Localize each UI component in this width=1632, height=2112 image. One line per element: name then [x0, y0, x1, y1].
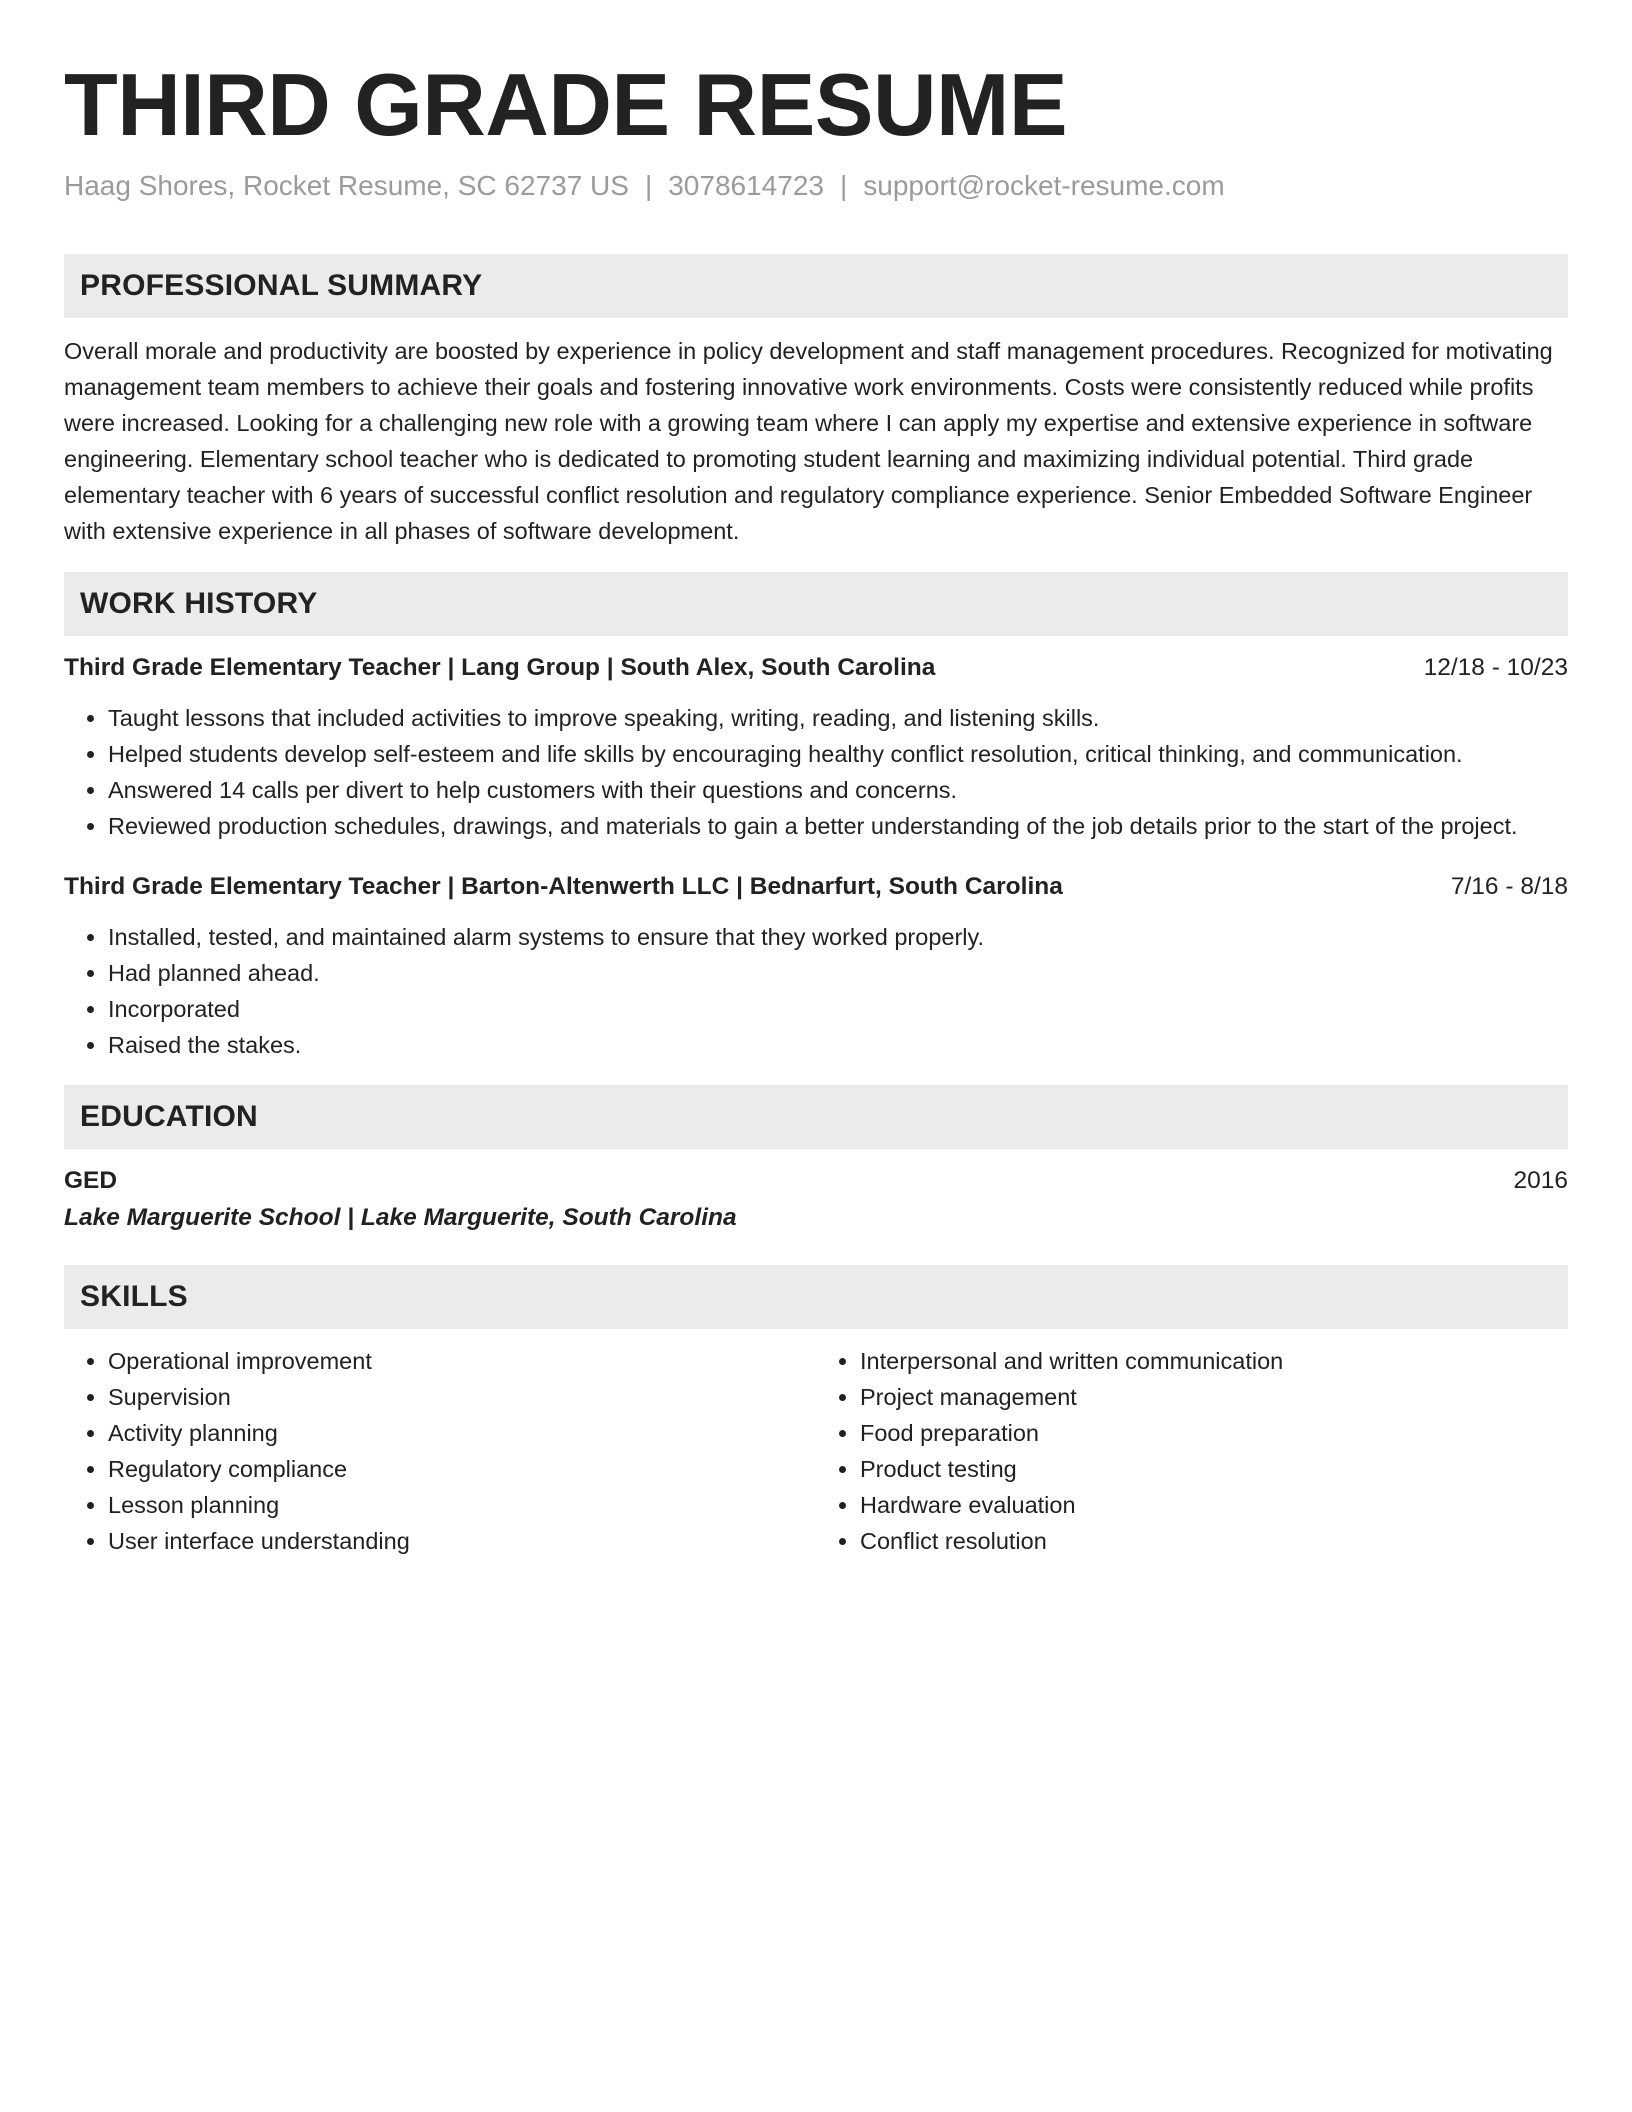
education-degree: GED: [64, 1167, 118, 1194]
job-bullets: [64, 919, 1568, 1063]
skill-item: • Supervision: [108, 1379, 816, 1415]
education-year: 2016: [1513, 1167, 1568, 1194]
resume-title: THIRD GRADE RESUME: [64, 55, 1068, 154]
contact-line: [64, 169, 1568, 203]
job-title: Third Grade Elementary Teacher | Barton-Altenwerth LLC | Bednarfurt, South Carolina: [64, 873, 1063, 900]
summary-text: Overall morale and productivity are boosted by experience in policy development and staff management procedures. Recognized for motivating management team members to achieve their goals and fostering innovative work environments. Costs were consistently reduced while profits were increased. Looking for a challenging new role with a growing team where I can apply my expertise and extensive experience in software engineering. Elementary school teacher who is dedicated to promoting student learning and maximizing individual potential. Third grade elementary teacher with 6 years of successful conflict resolution and regulatory compliance experience. Senior Embedded Software Engineer with extensive experience in all phases of software development.: [64, 338, 1553, 544]
contact-separator: |: [644, 170, 653, 201]
job-bullet: • Installed, tested, and maintained alarm systems to ensure that they worked properly.: [108, 919, 1568, 955]
section-header-education: EDUCATION: [64, 1085, 1568, 1149]
job-bullets: [64, 700, 1568, 844]
skill-item: • Interpersonal and written communication: [860, 1343, 1568, 1379]
section-header-summary: PROFESSIONAL SUMMARY: [64, 254, 1568, 318]
education-entry: [64, 1163, 1568, 1237]
job-dates: 12/18 - 10/23: [1423, 654, 1568, 681]
skills-column-left: [64, 1343, 816, 1559]
skill-item: • Product testing: [860, 1451, 1568, 1487]
job-entry: [64, 650, 1568, 844]
job-bullet: • Incorporated: [108, 991, 1568, 1027]
skill-item: • Conflict resolution: [860, 1523, 1568, 1559]
skill-item: • Lesson planning: [108, 1487, 816, 1523]
contact-separator: |: [839, 170, 848, 201]
skill-item: • Project management: [860, 1379, 1568, 1415]
education-header: [64, 1163, 1568, 1199]
contact-address: Haag Shores, Rocket Resume, SC 62737 US: [64, 170, 629, 201]
skill-item: • User interface understanding: [108, 1523, 816, 1559]
job-header: [64, 650, 1568, 686]
job-title: Third Grade Elementary Teacher | Lang Group | South Alex, South Carolina: [64, 654, 936, 681]
skill-item: • Food preparation: [860, 1415, 1568, 1451]
job-entry: [64, 869, 1568, 1063]
skill-item: • Operational improvement: [108, 1343, 816, 1379]
job-bullet: • Reviewed production schedules, drawings, and materials to gain a better understanding of the job details prior to the start of the project.: [108, 808, 1568, 844]
skill-item: • Activity planning: [108, 1415, 816, 1451]
section-header-skills: SKILLS: [64, 1265, 1568, 1329]
contact-email: support@rocket-resume.com: [863, 170, 1225, 201]
skills-list: [64, 1343, 1568, 1559]
section-header-work-history: WORK HISTORY: [64, 572, 1568, 636]
job-bullet: • Had planned ahead.: [108, 955, 1568, 991]
job-bullet: • Answered 14 calls per divert to help customers with their questions and concerns.: [108, 772, 1568, 808]
job-bullet: • Raised the stakes.: [108, 1027, 1568, 1063]
skills-column-right: [816, 1343, 1568, 1559]
education-school: Lake Marguerite School | Lake Marguerite, South Carolina: [64, 1204, 737, 1231]
job-bullet: • Taught lessons that included activities to improve speaking, writing, reading, and listening skills.: [108, 700, 1568, 736]
job-bullet: • Helped students develop self-esteem and life skills by encouraging healthy conflict resolution, critical thinking, and communication.: [108, 736, 1568, 772]
skill-item: • Hardware evaluation: [860, 1487, 1568, 1523]
job-dates: 7/16 - 8/18: [1450, 873, 1568, 900]
skill-item: • Regulatory compliance: [108, 1451, 816, 1487]
job-header: [64, 869, 1568, 905]
contact-phone: 3078614723: [668, 170, 824, 201]
